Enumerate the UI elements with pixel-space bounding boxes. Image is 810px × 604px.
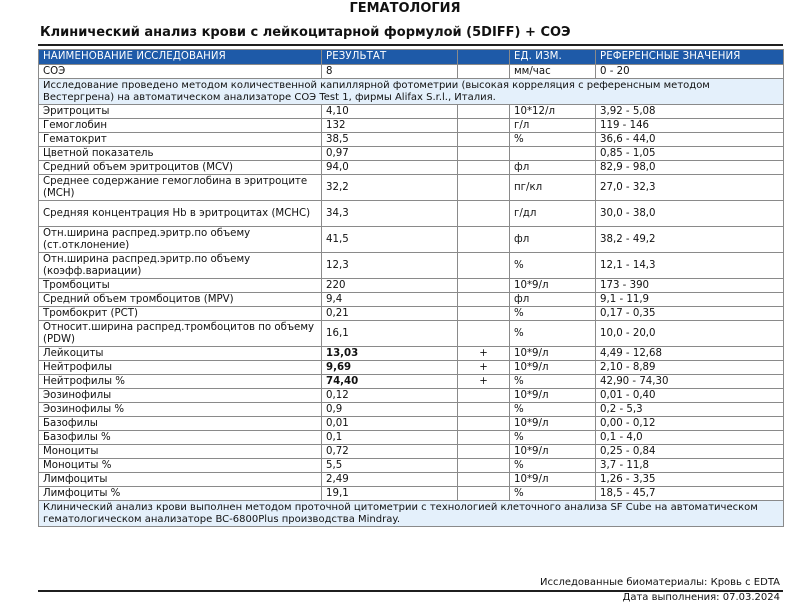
results-table xyxy=(38,49,784,527)
test-unit: % xyxy=(510,307,596,321)
table-row xyxy=(39,375,784,389)
test-name: Отн.ширина распред.эритр.по объему (коэфф.вариации) xyxy=(39,253,322,279)
table-row xyxy=(39,119,784,133)
test-reference: 4,49 - 12,68 xyxy=(596,347,784,361)
table-row xyxy=(39,487,784,501)
test-reference: 0,17 - 0,35 xyxy=(596,307,784,321)
test-unit: % xyxy=(510,431,596,445)
table-row xyxy=(39,161,784,175)
table-row xyxy=(39,347,784,361)
test-flag xyxy=(458,389,510,403)
test-flag xyxy=(458,307,510,321)
test-unit: мм/час xyxy=(510,65,596,79)
test-result: 2,49 xyxy=(322,473,458,487)
column-header-unit: ЕД. ИЗМ. xyxy=(510,50,596,65)
test-result: 19,1 xyxy=(322,487,458,501)
analysis-title: Клинический анализ крови с лейкоцитарной формулой (5DIFF) + СОЭ xyxy=(40,25,571,40)
test-result: 74,40 xyxy=(322,375,458,389)
test-name: Относит.ширина распред.тромбоцитов по объему (PDW) xyxy=(39,321,322,347)
test-result: 32,2 xyxy=(322,175,458,201)
test-unit: % xyxy=(510,487,596,501)
test-reference: 36,6 - 44,0 xyxy=(596,133,784,147)
test-result: 0,9 xyxy=(322,403,458,417)
test-name: Базофилы % xyxy=(39,431,322,445)
test-name: Эритроциты xyxy=(39,105,322,119)
test-unit: % xyxy=(510,253,596,279)
test-reference: 18,5 - 45,7 xyxy=(596,487,784,501)
table-row xyxy=(39,105,784,119)
test-result: 34,3 xyxy=(322,201,458,227)
test-name: Эозинофилы % xyxy=(39,403,322,417)
test-result: 4,10 xyxy=(322,105,458,119)
table-row xyxy=(39,403,784,417)
test-unit: % xyxy=(510,133,596,147)
test-flag xyxy=(458,321,510,347)
test-name: Тромбоциты xyxy=(39,279,322,293)
test-unit: % xyxy=(510,375,596,389)
test-reference: 0,1 - 4,0 xyxy=(596,431,784,445)
test-unit: пг/кл xyxy=(510,175,596,201)
table-row xyxy=(39,293,784,307)
column-header-reference: РЕФЕРЕНСНЫЕ ЗНАЧЕНИЯ xyxy=(596,50,784,65)
table-row xyxy=(39,147,784,161)
test-unit: фл xyxy=(510,161,596,175)
test-flag xyxy=(458,487,510,501)
test-name: Лимфоциты xyxy=(39,473,322,487)
test-reference: 38,2 - 49,2 xyxy=(596,227,784,253)
test-result: 9,4 xyxy=(322,293,458,307)
test-reference: 2,10 - 8,89 xyxy=(596,361,784,375)
test-name: Средняя концентрация Hb в эритроцитах (MCHC) xyxy=(39,201,322,227)
test-flag xyxy=(458,417,510,431)
test-unit: г/л xyxy=(510,119,596,133)
test-flag xyxy=(458,119,510,133)
test-name: Базофилы xyxy=(39,417,322,431)
test-flag: + xyxy=(458,361,510,375)
execution-date: Дата выполнения: 07.03.2024 xyxy=(622,592,780,603)
test-flag xyxy=(458,133,510,147)
test-name: Гематокрит xyxy=(39,133,322,147)
test-unit: 10*9/л xyxy=(510,347,596,361)
test-reference: 173 - 390 xyxy=(596,279,784,293)
test-flag xyxy=(458,161,510,175)
test-flag xyxy=(458,403,510,417)
test-name: Средний объем тромбоцитов (MPV) xyxy=(39,293,322,307)
test-result: 0,12 xyxy=(322,389,458,403)
test-reference: 3,7 - 11,8 xyxy=(596,459,784,473)
test-result: 0,97 xyxy=(322,147,458,161)
column-header-result: РЕЗУЛЬТАТ xyxy=(322,50,458,65)
test-reference: 9,1 - 11,9 xyxy=(596,293,784,307)
test-unit: фл xyxy=(510,293,596,307)
title-divider xyxy=(38,44,783,46)
test-flag xyxy=(458,431,510,445)
test-reference: 0,00 - 0,12 xyxy=(596,417,784,431)
test-reference: 27,0 - 32,3 xyxy=(596,175,784,201)
test-reference: 0,25 - 0,84 xyxy=(596,445,784,459)
test-reference: 12,1 - 14,3 xyxy=(596,253,784,279)
test-unit: 10*9/л xyxy=(510,389,596,403)
test-unit: % xyxy=(510,321,596,347)
cbc-method-note-row xyxy=(39,501,784,527)
table-row-esr xyxy=(39,65,784,79)
test-name: Отн.ширина распред.эритр.по объему (ст.отклонение) xyxy=(39,227,322,253)
table-row xyxy=(39,417,784,431)
test-name: Средний объем эритроцитов (MCV) xyxy=(39,161,322,175)
test-reference: 0 - 20 xyxy=(596,65,784,79)
test-result: 41,5 xyxy=(322,227,458,253)
test-name: Нейтрофилы xyxy=(39,361,322,375)
test-flag xyxy=(458,279,510,293)
test-name: Тромбокрит (PCT) xyxy=(39,307,322,321)
test-unit: 10*9/л xyxy=(510,445,596,459)
test-result: 5,5 xyxy=(322,459,458,473)
test-name: Лимфоциты % xyxy=(39,487,322,501)
test-reference: 0,01 - 0,40 xyxy=(596,389,784,403)
table-row xyxy=(39,175,784,201)
test-flag: + xyxy=(458,347,510,361)
test-name: Нейтрофилы % xyxy=(39,375,322,389)
table-row xyxy=(39,253,784,279)
esr-method-note-row xyxy=(39,79,784,105)
test-result: 8 xyxy=(322,65,458,79)
test-result: 12,3 xyxy=(322,253,458,279)
test-reference: 119 - 146 xyxy=(596,119,784,133)
test-result: 0,72 xyxy=(322,445,458,459)
test-flag xyxy=(458,175,510,201)
test-unit: 10*9/л xyxy=(510,279,596,293)
test-unit xyxy=(510,147,596,161)
test-flag xyxy=(458,445,510,459)
table-row xyxy=(39,445,784,459)
table-row xyxy=(39,361,784,375)
column-header-name: НАИМЕНОВАНИЕ ИССЛЕДОВАНИЯ xyxy=(39,50,322,65)
test-name: Моноциты xyxy=(39,445,322,459)
test-result: 13,03 xyxy=(322,347,458,361)
table-row xyxy=(39,201,784,227)
test-flag xyxy=(458,473,510,487)
test-result: 16,1 xyxy=(322,321,458,347)
test-flag: + xyxy=(458,375,510,389)
test-flag xyxy=(458,65,510,79)
test-unit: 10*9/л xyxy=(510,473,596,487)
test-unit: фл xyxy=(510,227,596,253)
test-unit: % xyxy=(510,459,596,473)
table-row xyxy=(39,473,784,487)
test-name: Лейкоциты xyxy=(39,347,322,361)
table-row xyxy=(39,321,784,347)
test-flag xyxy=(458,201,510,227)
test-result: 220 xyxy=(322,279,458,293)
cbc-method-note: Клинический анализ крови выполнен методом проточной цитометрии с технологией клеточного анализа SF Cube на автоматическом гематологическом анализаторе BC-6800Plus производства Mindray. xyxy=(39,501,784,527)
test-reference: 0,2 - 5,3 xyxy=(596,403,784,417)
test-unit: 10*9/л xyxy=(510,417,596,431)
test-unit: 10*9/л xyxy=(510,361,596,375)
test-flag xyxy=(458,293,510,307)
table-row xyxy=(39,279,784,293)
test-result: 38,5 xyxy=(322,133,458,147)
test-unit: г/дл xyxy=(510,201,596,227)
test-flag xyxy=(458,253,510,279)
test-flag xyxy=(458,459,510,473)
test-flag xyxy=(458,105,510,119)
test-name: Моноциты % xyxy=(39,459,322,473)
test-result: 0,01 xyxy=(322,417,458,431)
section-title: ГЕМАТОЛОГИЯ xyxy=(349,1,461,16)
test-reference: 42,90 - 74,30 xyxy=(596,375,784,389)
test-name: Гемоглобин xyxy=(39,119,322,133)
test-reference: 82,9 - 98,0 xyxy=(596,161,784,175)
test-result: 94,0 xyxy=(322,161,458,175)
biomaterial-info: Исследованные биоматериалы: Кровь с EDTA xyxy=(539,577,780,588)
test-unit: 10*12/л xyxy=(510,105,596,119)
test-reference: 1,26 - 3,35 xyxy=(596,473,784,487)
test-reference: 3,92 - 5,08 xyxy=(596,105,784,119)
test-flag xyxy=(458,227,510,253)
table-row xyxy=(39,459,784,473)
test-unit: % xyxy=(510,403,596,417)
test-result: 0,1 xyxy=(322,431,458,445)
test-reference: 30,0 - 38,0 xyxy=(596,201,784,227)
test-name: СОЭ xyxy=(39,65,322,79)
column-header-flag xyxy=(458,50,510,65)
test-flag xyxy=(458,147,510,161)
test-name: Эозинофилы xyxy=(39,389,322,403)
table-row xyxy=(39,133,784,147)
test-result: 0,21 xyxy=(322,307,458,321)
test-reference: 10,0 - 20,0 xyxy=(596,321,784,347)
test-name: Цветной показатель xyxy=(39,147,322,161)
table-header-row xyxy=(39,50,784,65)
table-row xyxy=(39,431,784,445)
table-row xyxy=(39,389,784,403)
table-row xyxy=(39,307,784,321)
test-result: 132 xyxy=(322,119,458,133)
test-reference: 0,85 - 1,05 xyxy=(596,147,784,161)
test-result: 9,69 xyxy=(322,361,458,375)
esr-method-note: Исследование проведено методом количественной капиллярной фотометрии (высокая корреляция с референсным методом Вестергрена) на автоматическом анализаторе СОЭ Test 1, фирмы Alifax S.r.l., Италия. xyxy=(39,79,784,105)
test-name: Среднее содержание гемоглобина в эритроците (MCH) xyxy=(39,175,322,201)
table-row xyxy=(39,227,784,253)
